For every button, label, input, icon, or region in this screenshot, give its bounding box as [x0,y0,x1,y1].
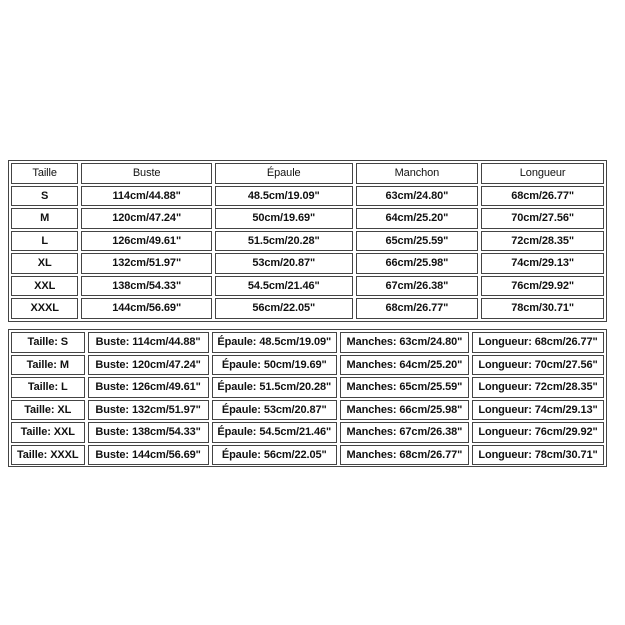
length-cell: Longueur: 70cm/27.56" [472,355,604,376]
header-cell-epaule: Épaule [215,163,353,184]
length-cell: 72cm/28.35" [481,231,604,252]
bust-cell: Buste: 138cm/54.33" [88,422,209,443]
header-cell-taille: Taille [11,163,78,184]
bust-cell: Buste: 114cm/44.88" [88,332,209,353]
size-cell: XXL [11,276,78,297]
sleeve-cell: Manches: 63cm/24.80" [340,332,469,353]
length-cell: 78cm/30.71" [481,298,604,319]
size-cell: L [11,231,78,252]
bust-cell: 114cm/44.88" [81,186,212,207]
header-cell-longueur: Longueur [481,163,604,184]
bust-cell: 144cm/56.69" [81,298,212,319]
length-cell: 70cm/27.56" [481,208,604,229]
bust-cell: 138cm/54.33" [81,276,212,297]
bust-cell: Buste: 120cm/47.24" [88,355,209,376]
bust-cell: Buste: 126cm/49.61" [88,377,209,398]
table-row [11,231,604,252]
length-cell: Longueur: 68cm/26.77" [472,332,604,353]
sleeve-cell: Manches: 66cm/25.98" [340,400,469,421]
size-cell: Taille: XXXL [11,445,85,466]
shoulder-cell: 56cm/22.05" [215,298,353,319]
shoulder-cell: 54.5cm/21.46" [215,276,353,297]
length-cell: 74cm/29.13" [481,253,604,274]
shoulder-cell: Épaule: 56cm/22.05" [212,445,337,466]
bust-cell: 120cm/47.24" [81,208,212,229]
table-row [11,332,604,353]
sleeve-cell: 63cm/24.80" [356,186,479,207]
size-cell: Taille: M [11,355,85,376]
size-cell: Taille: S [11,332,85,353]
sleeve-cell: Manches: 67cm/26.38" [340,422,469,443]
table-row [11,298,604,319]
shoulder-cell: Épaule: 50cm/19.69" [212,355,337,376]
shoulder-cell: Épaule: 53cm/20.87" [212,400,337,421]
header-cell-manchon: Manchon [356,163,479,184]
header-cell-buste: Buste [81,163,212,184]
shoulder-cell: Épaule: 54.5cm/21.46" [212,422,337,443]
sleeve-cell: 64cm/25.20" [356,208,479,229]
table-row [11,422,604,443]
sleeve-cell: 68cm/26.77" [356,298,479,319]
table-row [11,186,604,207]
table-row [11,445,604,466]
shoulder-cell: 48.5cm/19.09" [215,186,353,207]
shoulder-cell: 51.5cm/20.28" [215,231,353,252]
bust-cell: Buste: 132cm/51.97" [88,400,209,421]
shoulder-cell: 50cm/19.69" [215,208,353,229]
size-cell: Taille: L [11,377,85,398]
size-cell: XXXL [11,298,78,319]
table-row [11,377,604,398]
size-cell: Taille: XL [11,400,85,421]
shoulder-cell: Épaule: 48.5cm/19.09" [212,332,337,353]
shoulder-cell: Épaule: 51.5cm/20.28" [212,377,337,398]
size-cell: Taille: XXL [11,422,85,443]
length-cell: 76cm/29.92" [481,276,604,297]
bust-cell: 132cm/51.97" [81,253,212,274]
sleeve-cell: 67cm/26.38" [356,276,479,297]
length-cell: Longueur: 76cm/29.92" [472,422,604,443]
size-chart-table [8,160,607,322]
length-cell: 68cm/26.77" [481,186,604,207]
table-row [11,400,604,421]
size-details-table [8,329,607,467]
length-cell: Longueur: 78cm/30.71" [472,445,604,466]
length-cell: Longueur: 74cm/29.13" [472,400,604,421]
table-row [11,253,604,274]
sleeve-cell: Manches: 65cm/25.59" [340,377,469,398]
table-row [11,355,604,376]
table-header-row [11,163,604,184]
size-cell: S [11,186,78,207]
table-row [11,276,604,297]
sleeve-cell: Manches: 64cm/25.20" [340,355,469,376]
length-cell: Longueur: 72cm/28.35" [472,377,604,398]
size-cell: XL [11,253,78,274]
sleeve-cell: 65cm/25.59" [356,231,479,252]
sleeve-cell: Manches: 68cm/26.77" [340,445,469,466]
shoulder-cell: 53cm/20.87" [215,253,353,274]
table-row [11,208,604,229]
sleeve-cell: 66cm/25.98" [356,253,479,274]
bust-cell: Buste: 144cm/56.69" [88,445,209,466]
bust-cell: 126cm/49.61" [81,231,212,252]
size-cell: M [11,208,78,229]
